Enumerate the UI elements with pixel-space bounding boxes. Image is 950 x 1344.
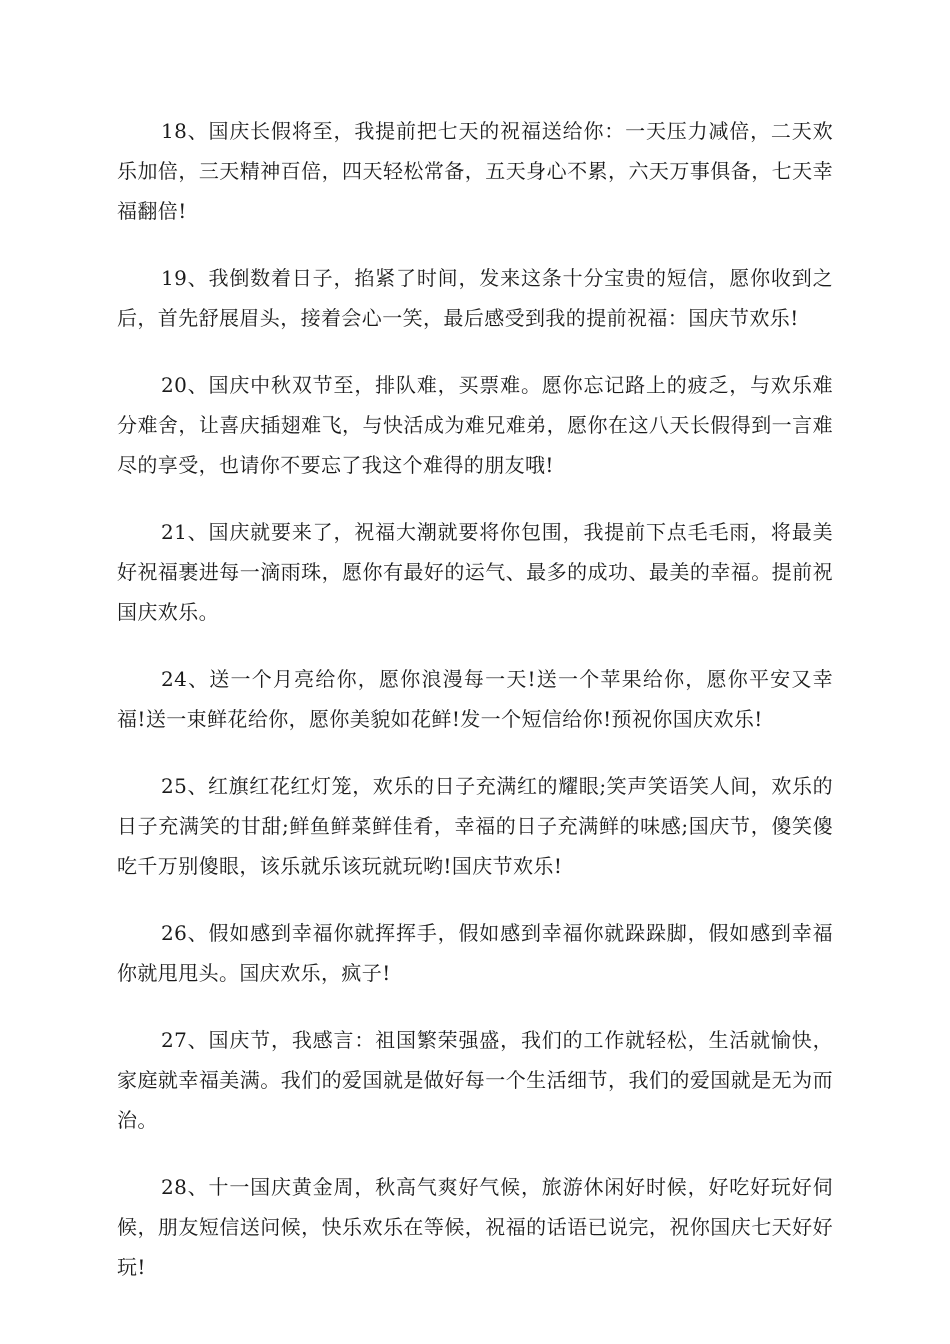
paragraph-27: 27、国庆节，我感言：祖国繁荣强盛，我们的工作就轻松，生活就愉快，家庭就幸福美满。我们的爱国就是做好每一个生活细节，我们的爱国就是无为而治。 <box>117 1028 833 1132</box>
paragraph-19: 19、我倒数着日子，掐紧了时间，发来这条十分宝贵的短信，愿你收到之后，首先舒展眉头，接着会心一笑，最后感受到我的提前祝福：国庆节欢乐! <box>117 266 833 330</box>
paragraph-25: 25、红旗红花红灯笼，欢乐的日子充满红的耀眼;笑声笑语笑人间，欢乐的日子充满笑的甘甜;鲜鱼鲜菜鲜佳肴，幸福的日子充满鲜的味感;国庆节，傻笑傻吃千万别傻眼，该乐就乐该玩就玩哟!国庆节欢乐! <box>117 774 833 878</box>
paragraph-24: 24、送一个月亮给你，愿你浪漫每一天!送一个苹果给你，愿你平安又幸福!送一束鲜花给你，愿你美貌如花鲜!发一个短信给你!预祝你国庆欢乐! <box>117 667 833 731</box>
paragraph-21: 21、国庆就要来了，祝福大潮就要将你包围，我提前下点毛毛雨，将最美好祝福裹进每一滴雨珠，愿你有最好的运气、最多的成功、最美的幸福。提前祝国庆欢乐。 <box>117 520 833 624</box>
paragraph-18: 18、国庆长假将至，我提前把七天的祝福送给你：一天压力减倍，二天欢乐加倍，三天精神百倍，四天轻松常备，五天身心不累，六天万事俱备，七天幸福翻倍! <box>117 119 833 223</box>
paragraph-20: 20、国庆中秋双节至，排队难，买票难。愿你忘记路上的疲乏，与欢乐难分难舍，让喜庆插翅难飞，与快活成为难兄难弟，愿你在这八天长假得到一言难尽的享受，也请你不要忘了我这个难得的朋友哦! <box>117 373 833 477</box>
document-body <box>117 111 833 1314</box>
paragraph-28: 28、十一国庆黄金周，秋高气爽好气候，旅游休闲好时候，好吃好玩好伺候，朋友短信送问候，快乐欢乐在等候，祝福的话语已说完，祝你国庆七天好好玩! <box>117 1175 833 1279</box>
paragraph-26: 26、假如感到幸福你就挥挥手，假如感到幸福你就跺跺脚，假如感到幸福你就甩甩头。国庆欢乐，疯子! <box>117 921 833 985</box>
